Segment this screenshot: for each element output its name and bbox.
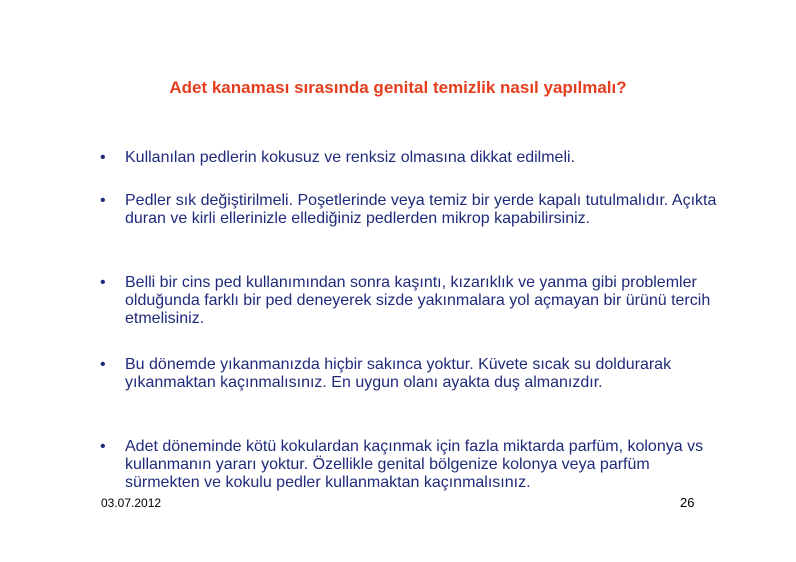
bullet-dot: • bbox=[100, 438, 106, 455]
bullet-text: Bu dönemde yıkanmanızda hiçbir sakınca yoktur. Küvete sıcak su doldurarak yıkanmaktan kaçınmalısınız. En uygun olanı ayakta duş almanızdır. bbox=[125, 356, 672, 391]
bullet-text: Belli bir cins ped kullanımından sonra kaşıntı, kızarıklık ve yanma gibi problemler olduğunda farklı bir ped deneyerek sizde yakınmalara yol açmayan bir ürünü tercih etmelisiniz. bbox=[125, 274, 711, 327]
slide-title: Adet kanaması sırasında genital temizlik nasıl yapılmalı? bbox=[169, 78, 627, 97]
bullet-text: Kullanılan pedlerin kokusuz ve renksiz olmasına dikkat edilmeli. bbox=[125, 149, 575, 166]
bullet-item bbox=[100, 192, 720, 228]
bullet-item bbox=[100, 438, 720, 492]
bullet-item bbox=[100, 356, 720, 392]
bullet-item bbox=[100, 274, 720, 328]
bullet-dot: • bbox=[100, 356, 106, 373]
bullet-item bbox=[100, 149, 720, 167]
bullet-dot: • bbox=[100, 149, 106, 166]
page-number: 26 bbox=[680, 495, 695, 510]
footer-date: 03.07.2012 bbox=[101, 496, 162, 510]
bullet-dot: • bbox=[100, 274, 106, 291]
bullet-text: Adet döneminde kötü kokulardan kaçınmak için fazla miktarda parfüm, kolonya vs kullanmanın yararı yoktur. Özellikle genital bölgenize kolonya veya parfüm sürmekten ve kokulu pedler kullanmaktan kaçınmalısınız. bbox=[125, 438, 704, 491]
bullet-dot: • bbox=[100, 192, 106, 209]
bullet-text: Pedler sık değiştirilmeli. Poşetlerinde veya temiz bir yerde kapalı tutulmalıdır. Açıkta duran ve kirli ellerinizle ellediğiniz pedlerden mikrop kapabilirsiniz. bbox=[125, 192, 717, 227]
